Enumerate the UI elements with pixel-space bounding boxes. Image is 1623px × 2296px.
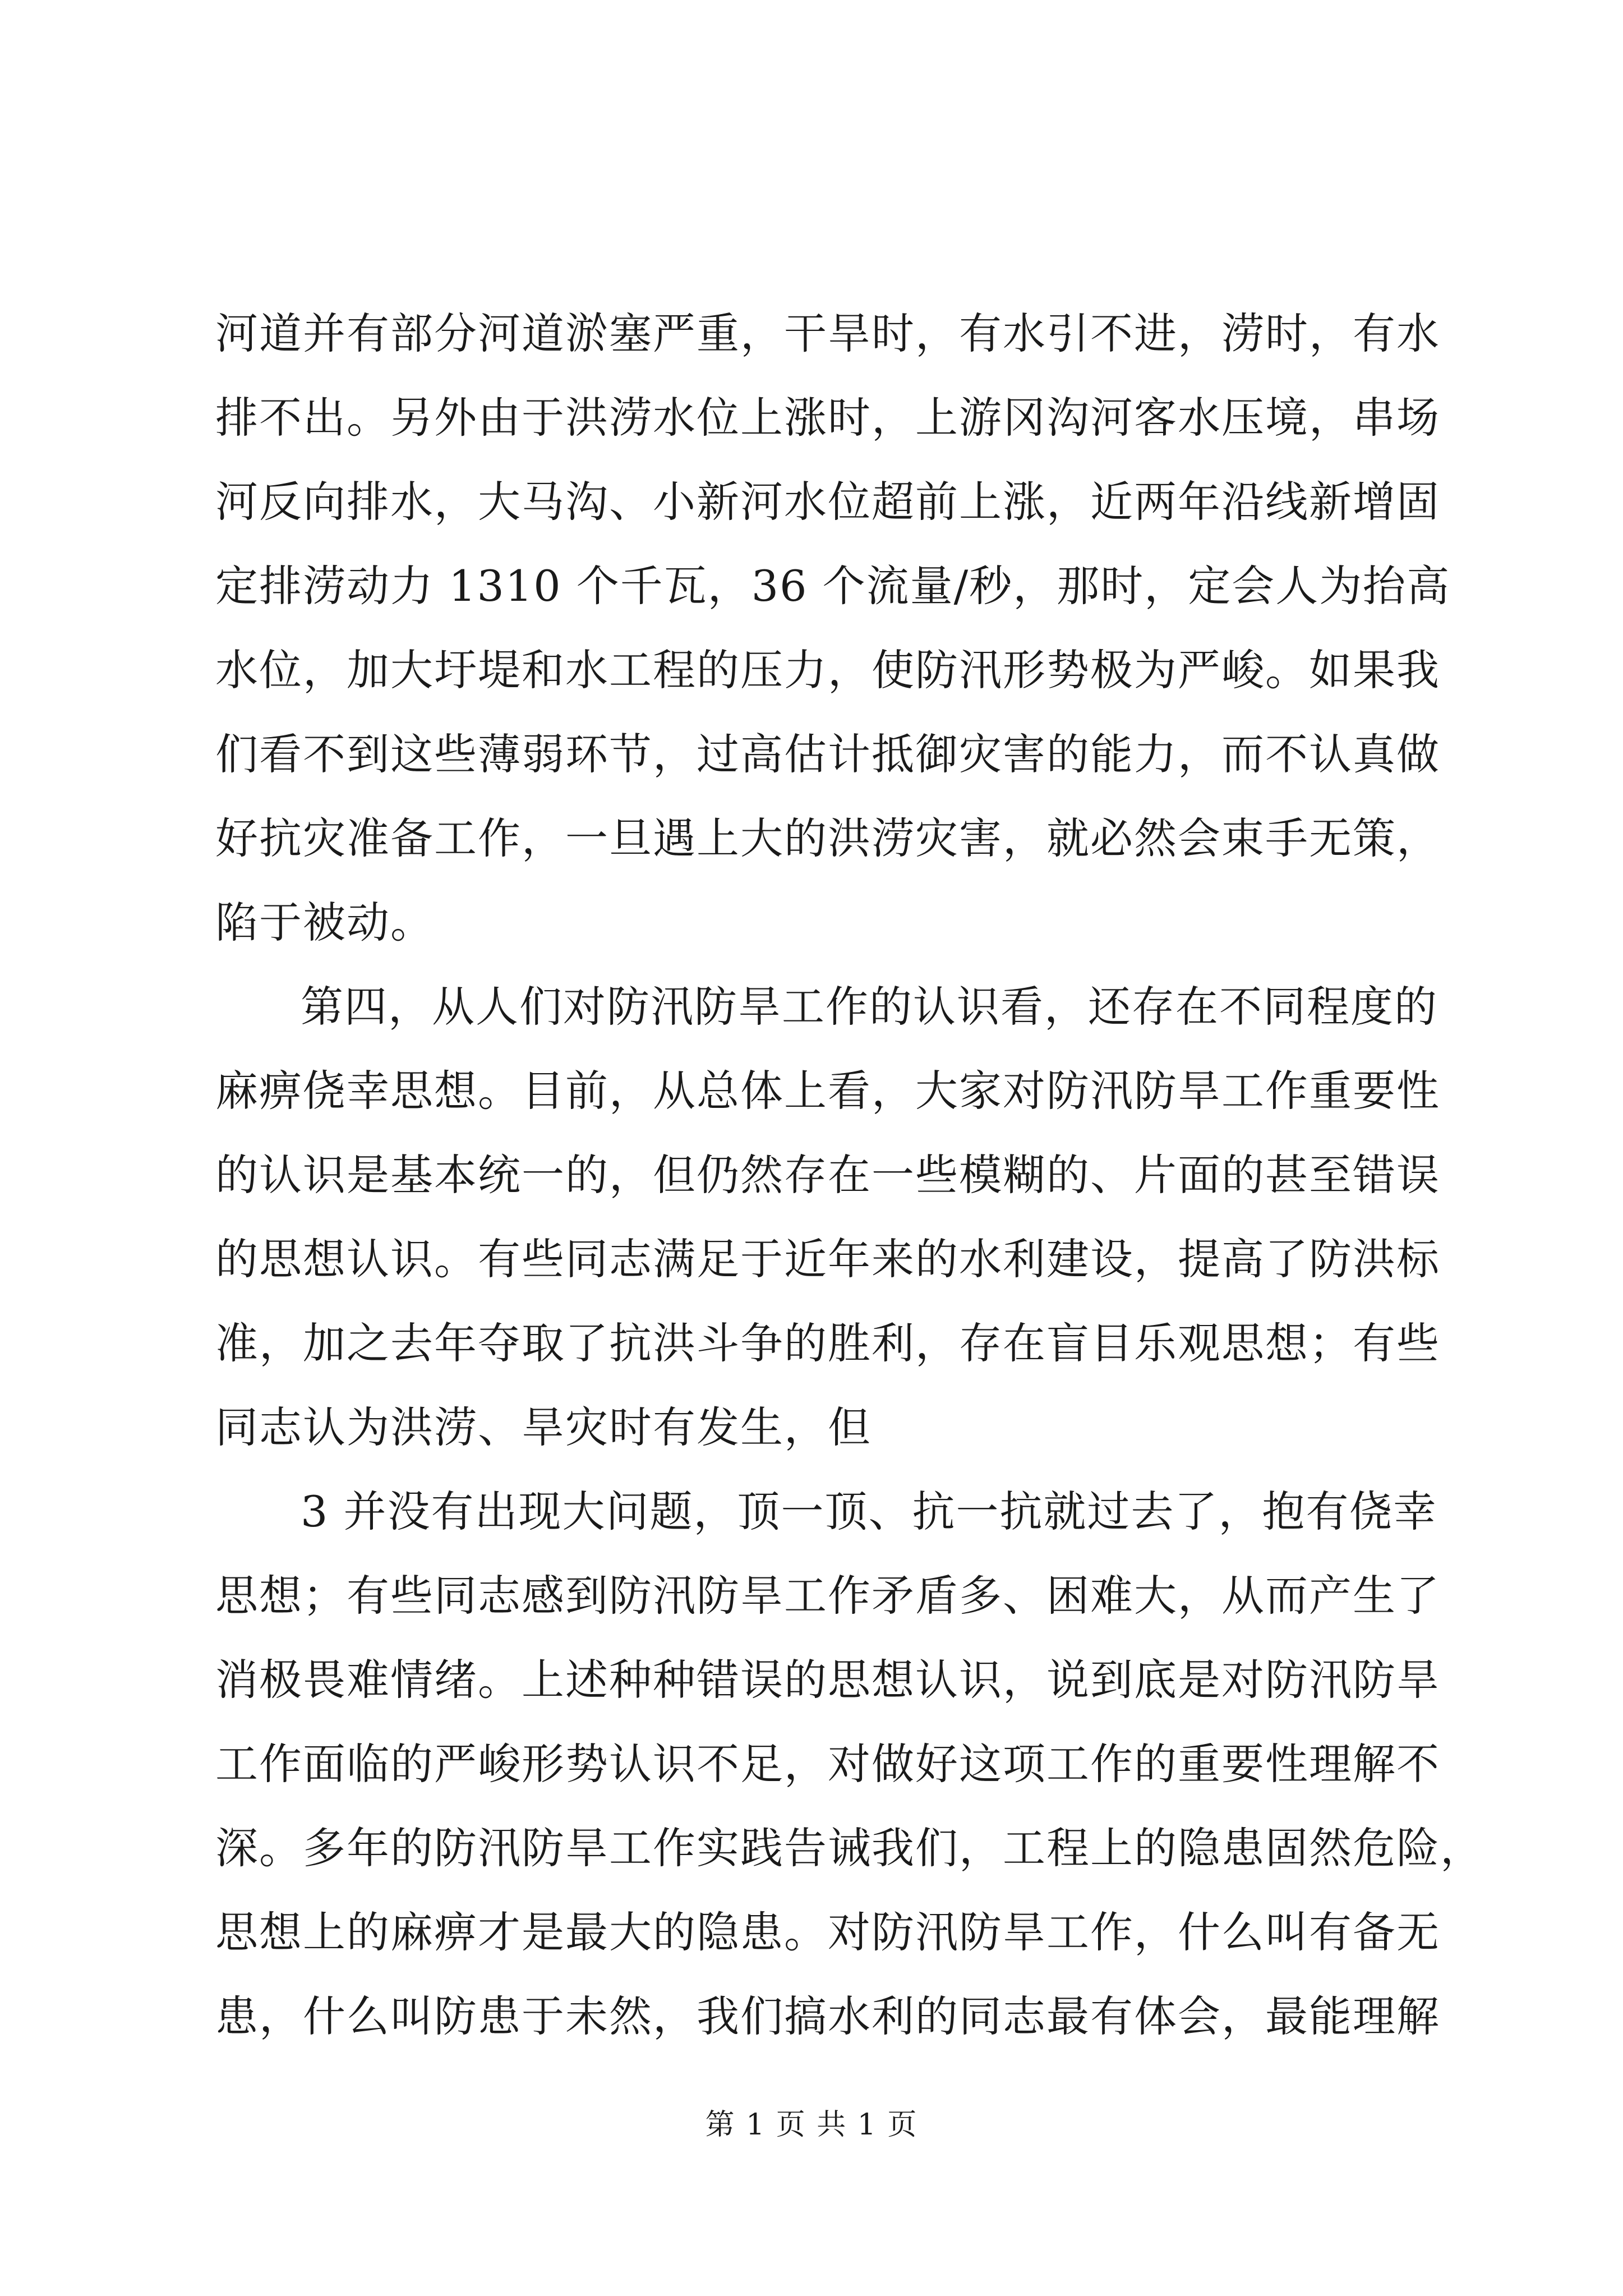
text-line: 河反向排水，大马沟、小新河水位超前上涨，近两年沿线新增固 <box>215 477 1440 527</box>
text-line: 的思想认识。有些同志满足于近年来的水利建设，提高了防洪标 <box>215 1234 1440 1284</box>
text-line: 排不出。另外由于洪涝水位上涨时，上游冈沟河客水压境，串场 <box>215 393 1440 443</box>
text-line: 思想上的麻痹才是最大的隐患。对防汛防旱工作，什么叫有备无 <box>215 1907 1440 1957</box>
text-line: 陷于被动。 <box>215 898 434 947</box>
text-line: 好抗灾准备工作，一旦遇上大的洪涝灾害，就必然会束手无策， <box>215 813 1440 863</box>
text-line: 工作面临的严峻形势认识不足，对做好这项工作的重要性理解不 <box>215 1739 1440 1789</box>
text-line: 同志认为洪涝、旱灾时有发生，但 <box>215 1402 872 1452</box>
text-line: 麻痹侥幸思想。目前，从总体上看，大家对防汛防旱工作重要性 <box>215 1066 1440 1116</box>
text-line: 深。多年的防汛防旱工作实践告诫我们，工程上的隐患固然危险， <box>215 1823 1484 1873</box>
paragraph-2 <box>215 965 1440 1470</box>
text-line: 准，加之去年夺取了抗洪斗争的胜利，存在盲目乐观思想；有些 <box>215 1318 1440 1368</box>
text-line: 患，什么叫防患于未然，我们搞水利的同志最有体会，最能理解 <box>215 1991 1440 2041</box>
text-line: 消极畏难情绪。上述种种错误的思想认识，说到底是对防汛防旱 <box>215 1655 1440 1705</box>
text-line: 的认识是基本统一的，但仍然存在一些模糊的、片面的甚至错误 <box>215 1150 1440 1200</box>
paragraph-1 <box>215 292 1451 965</box>
document-body <box>215 292 1484 2059</box>
text-line: 第四，从人们对防汛防旱工作的认识看，还存在不同程度的 <box>301 982 1438 1032</box>
page-number-footer: 第 1 页 共 1 页 <box>705 2108 918 2142</box>
text-line: 思想；有些同志感到防汛防旱工作矛盾多、困难大，从而产生了 <box>215 1571 1440 1621</box>
paragraph-3 <box>215 1470 1484 2059</box>
text-line: 河道并有部分河道淤塞严重，干旱时，有水引不进，涝时，有水 <box>215 309 1440 358</box>
text-line: 们看不到这些薄弱环节，过高估计抵御灾害的能力，而不认真做 <box>215 729 1440 779</box>
text-line: 3 并没有出现大问题，顶一顶、抗一抗就过去了，抱有侥幸 <box>301 1487 1437 1536</box>
text-line: 定排涝动力 1310 个千瓦，36 个流量/秒，那时，定会人为抬高 <box>215 561 1451 611</box>
text-line: 水位，加大圩堤和水工程的压力，使防汛形势极为严峻。如果我 <box>215 645 1440 695</box>
